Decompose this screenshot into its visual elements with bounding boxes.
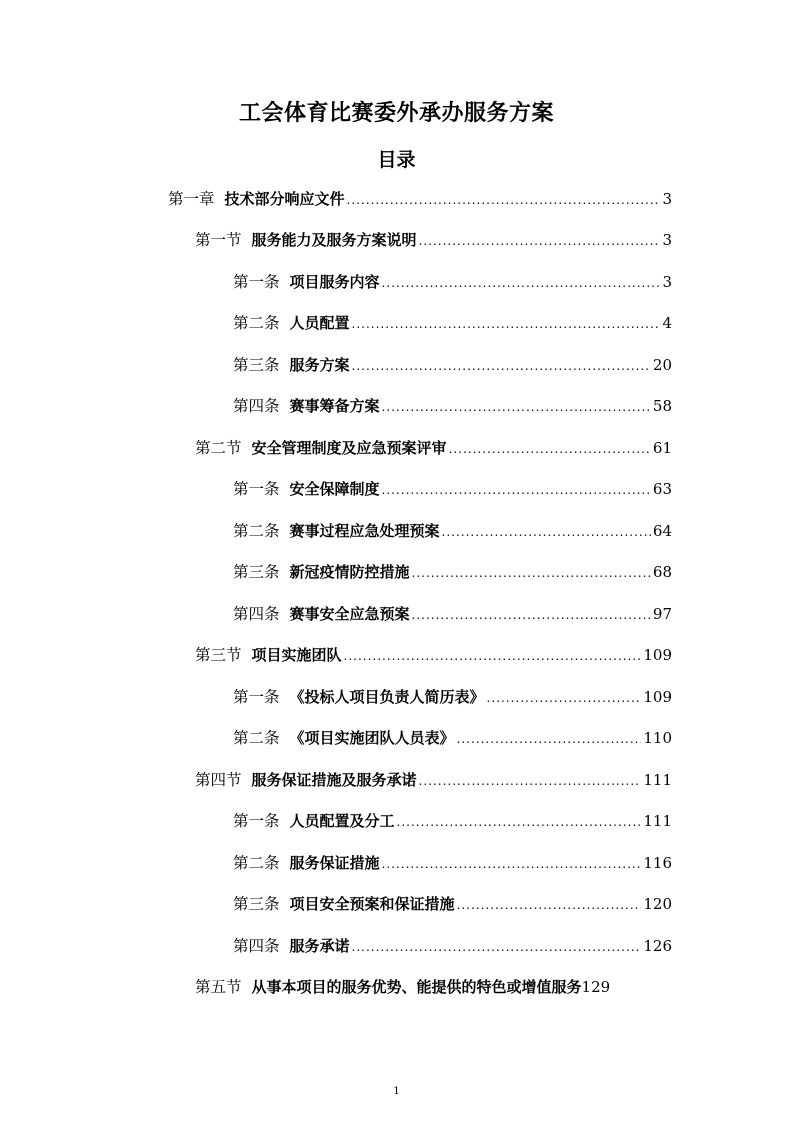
dot-leader xyxy=(347,188,661,212)
document-title: 工会体育比赛委外承办服务方案 xyxy=(238,101,554,126)
toc-entry-page: 64 xyxy=(652,522,672,540)
toc-entry-article[interactable] xyxy=(233,934,672,958)
dot-leader xyxy=(442,520,651,544)
toc-entry-page: 63 xyxy=(652,480,672,498)
toc-entry-title: 《项目实施团队人员表》 xyxy=(289,729,455,747)
toc-entry-number: 第一条 xyxy=(233,480,280,498)
toc-entry-article[interactable] xyxy=(233,477,672,501)
toc-entry-number: 第一节 xyxy=(195,231,242,249)
toc-entry-number: 第四条 xyxy=(233,397,280,415)
dot-leader xyxy=(382,852,642,876)
page-number-footer: 1 xyxy=(393,1086,400,1097)
dot-leader xyxy=(412,603,651,627)
toc-entry-title: 服务保证措施及服务承诺 xyxy=(251,771,417,789)
toc-entry-page: 68 xyxy=(652,563,672,581)
toc-entry-title: 赛事过程应急处理预案 xyxy=(289,522,440,540)
toc-entry-title: 新冠疫情防控措施 xyxy=(289,563,410,581)
toc-entry-page: 58 xyxy=(652,397,672,415)
toc-entry-section-2[interactable] xyxy=(195,436,672,460)
dot-leader xyxy=(449,437,651,461)
toc-entry-page: 97 xyxy=(652,605,672,623)
toc-entry-number: 第一条 xyxy=(233,812,280,830)
toc-entry-article[interactable] xyxy=(233,270,672,294)
toc-entry-page: 111 xyxy=(643,812,672,830)
toc-entry-article[interactable] xyxy=(233,311,672,335)
toc-entry-number: 第三条 xyxy=(233,356,280,374)
toc-entry-title: 《投标人项目负责人简历表》 xyxy=(289,688,485,706)
toc-entry-title: 安全管理制度及应急预案评审 xyxy=(251,439,447,457)
dot-leader xyxy=(419,229,661,253)
toc-entry-article[interactable] xyxy=(233,519,672,543)
toc-entry-number: 第四节 xyxy=(195,771,242,789)
dot-leader xyxy=(457,893,642,917)
toc-entry-title: 安全保障制度 xyxy=(289,480,380,498)
toc-entry-title: 赛事筹备方案 xyxy=(289,397,380,415)
toc-entry-section-1[interactable] xyxy=(195,228,672,252)
toc-entry-title: 项目安全预案和保证措施 xyxy=(289,895,455,913)
dot-leader xyxy=(352,354,651,378)
dot-leader xyxy=(382,478,651,502)
toc-entry-number: 第一条 xyxy=(233,688,280,706)
toc-entry-article[interactable] xyxy=(233,602,672,626)
toc-entry-article[interactable] xyxy=(233,560,672,584)
toc-entry-number: 第三节 xyxy=(195,646,242,664)
toc-entry-section-5[interactable] xyxy=(195,975,700,999)
toc-entry-number: 第二条 xyxy=(233,854,280,872)
toc-entry-number: 第二条 xyxy=(233,729,280,747)
toc-entry-title: 项目实施团队 xyxy=(251,646,342,664)
toc-entry-page: 110 xyxy=(643,729,672,747)
toc-entry-page: 116 xyxy=(643,854,672,872)
dot-leader xyxy=(352,312,661,336)
toc-entry-article[interactable] xyxy=(233,892,672,916)
dot-leader xyxy=(487,686,642,710)
toc-entry-title: 服务能力及服务方案说明 xyxy=(251,231,417,249)
toc-entry-title: 服务承诺 xyxy=(289,937,350,955)
toc-entry-title: 技术部分响应文件 xyxy=(224,190,345,208)
toc-entry-title: 服务保证措施 xyxy=(289,854,380,872)
toc-entry-number: 第三条 xyxy=(233,895,280,913)
toc-entry-page: 20 xyxy=(652,356,672,374)
dot-leader xyxy=(412,561,651,585)
toc-entry-article[interactable] xyxy=(233,685,672,709)
toc-entry-number: 第二条 xyxy=(233,522,280,540)
toc-entry-page: 109 xyxy=(643,688,672,706)
toc-entry-number: 第四条 xyxy=(233,937,280,955)
toc-entry-article[interactable] xyxy=(233,394,672,418)
toc-entry-title: 服务方案 xyxy=(289,356,350,374)
toc-entry-number: 第二节 xyxy=(195,439,242,457)
toc-heading: 目录 xyxy=(377,149,416,171)
toc-entry-title: 赛事安全应急预案 xyxy=(289,605,410,623)
toc-entry-page: 109 xyxy=(643,646,672,664)
toc-entry-article[interactable] xyxy=(233,353,672,377)
toc-entry-page: 3 xyxy=(662,190,672,208)
dot-leader xyxy=(397,810,642,834)
toc-entry-page: 126 xyxy=(643,937,672,955)
dot-leader xyxy=(382,395,651,419)
toc-entry-page: 61 xyxy=(652,439,672,457)
toc-entry-number: 第一章 xyxy=(168,190,215,208)
toc-entry-page: 111 xyxy=(643,771,672,789)
toc-entry-number: 第四条 xyxy=(233,605,280,623)
toc-entry-article[interactable] xyxy=(233,851,672,875)
toc-entry-page: 3 xyxy=(662,231,672,249)
toc-entry-number: 第三条 xyxy=(233,563,280,581)
dot-leader xyxy=(382,271,661,295)
toc-entry-number: 第二条 xyxy=(233,314,280,332)
toc-entry-number: 第五节 xyxy=(195,978,242,996)
dot-leader xyxy=(344,644,642,668)
toc-entry-chapter-1[interactable] xyxy=(168,187,672,211)
toc-entry-article[interactable] xyxy=(233,809,672,833)
toc-entry-page: 3 xyxy=(662,273,672,291)
toc-entry-section-3[interactable] xyxy=(195,643,672,667)
toc-entry-title: 项目服务内容 xyxy=(289,273,380,291)
toc-entry-page: 4 xyxy=(662,314,672,332)
toc-entry-title: 人员配置 xyxy=(289,314,350,332)
toc-entry-page: 120 xyxy=(643,895,672,913)
toc-entry-title: 从事本项目的服务优势、能提供的特色或增值服务 xyxy=(251,978,582,996)
toc-entry-number: 第一条 xyxy=(233,273,280,291)
dot-leader xyxy=(457,727,642,751)
dot-leader xyxy=(352,935,642,959)
toc-entry-page: 129 xyxy=(581,978,611,996)
toc-entry-article[interactable] xyxy=(233,726,672,750)
toc-entry-section-4[interactable] xyxy=(195,768,672,792)
toc-entry-title: 人员配置及分工 xyxy=(289,812,395,830)
dot-leader xyxy=(419,769,642,793)
